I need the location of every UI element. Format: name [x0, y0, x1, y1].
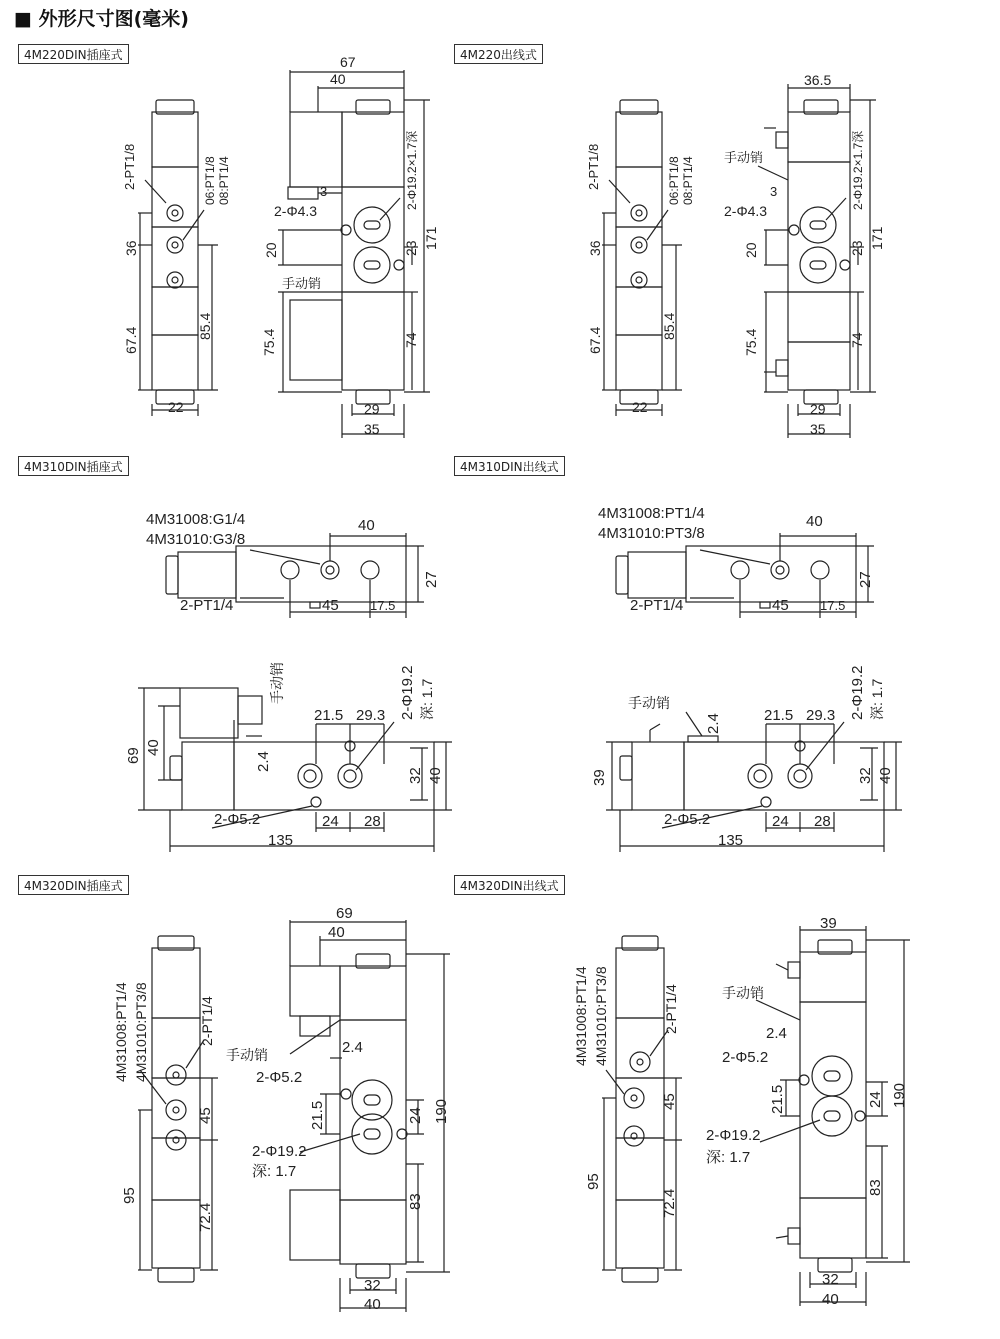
- section-label-4m320din-socket: 4M320DIN插座式: [18, 875, 129, 895]
- dim-17-5: 17.5: [370, 598, 396, 613]
- dim-40-body: 40: [427, 767, 444, 784]
- label-2-phi-19-2: 2-Φ19.2: [252, 1143, 307, 1160]
- label-depth-1-7: 深: 1.7: [419, 678, 435, 720]
- dim-36-5: 36.5: [804, 72, 832, 88]
- label-4m31008-g1-4: 4M31008:G1/4: [146, 511, 246, 528]
- section-label-4m320din-lead: 4M320DIN出线式: [454, 875, 565, 895]
- dim-39: 39: [591, 769, 608, 786]
- label-2-phi-4-3: 2-Φ4.3: [724, 203, 768, 219]
- label-depth-1-7: 深: 1.7: [869, 678, 885, 720]
- dim-27: 27: [423, 571, 440, 588]
- dim-135: 135: [718, 832, 744, 849]
- dim-40-body: 40: [822, 1291, 839, 1308]
- dim-45: 45: [661, 1093, 678, 1110]
- label-2-phi-19-2: 2-Φ19.2: [399, 665, 416, 720]
- label-manual-pin: 手动销: [724, 150, 764, 165]
- dim-75-4: 75.4: [261, 328, 277, 356]
- section-label-4m310din-socket: 4M310DIN插座式: [18, 456, 129, 476]
- front-view: [138, 100, 218, 416]
- dim-17-5: 17.5: [820, 598, 846, 613]
- drawing-4m310din-lead: [591, 505, 902, 852]
- dim-20: 20: [743, 242, 759, 258]
- dim-32: 32: [364, 1277, 381, 1294]
- dim-40-body: 40: [877, 767, 894, 784]
- dim-190: 190: [891, 1082, 908, 1108]
- dim-23: 23: [403, 240, 419, 256]
- dim-67: 67: [340, 54, 356, 70]
- dim-83: 83: [867, 1179, 884, 1196]
- dim-32: 32: [822, 1271, 839, 1288]
- dim-40: 40: [330, 71, 346, 87]
- dim-2-4: 2.4: [766, 1025, 787, 1042]
- label-06-pt1-8: 06:PT1/8: [203, 156, 217, 205]
- drawing-4m320din-lead: [573, 915, 910, 1308]
- front-view: [602, 100, 682, 416]
- label-2-phi-19-2: 2-Φ19.2×1.7深: [405, 130, 419, 210]
- label-2-phi-5-2: 2-Φ5.2: [664, 811, 711, 828]
- dim-40: 40: [328, 924, 345, 941]
- dim-29: 29: [810, 401, 826, 417]
- dim-40-coil: 40: [145, 739, 162, 756]
- dim-2-4: 2.4: [255, 751, 272, 772]
- label-08-pt1-4: 08:PT1/4: [681, 156, 695, 205]
- dim-85-4: 85.4: [197, 312, 213, 340]
- dim-40: 40: [358, 517, 375, 534]
- label-2-phi-5-2: 2-Φ5.2: [722, 1049, 769, 1066]
- drawing-4m220din-socket: [122, 54, 439, 438]
- label-2-pt1-8: 2-PT1/8: [122, 143, 137, 190]
- dim-72-4: 72.4: [197, 1202, 214, 1232]
- label-2-phi-4-3: 2-Φ4.3: [274, 203, 318, 219]
- label-2-pt1-8: 2-PT1/8: [586, 143, 601, 190]
- label-4m31010-pt3-8: 4M31010:PT3/8: [593, 966, 609, 1066]
- dim-45: 45: [322, 597, 339, 614]
- label-2-pt1-4: 2-PT1/4: [180, 597, 234, 614]
- section-label-4m220-lead: 4M220出线式: [454, 44, 543, 64]
- dim-95: 95: [121, 1187, 138, 1204]
- dim-40: 40: [806, 513, 823, 530]
- dim-74: 74: [849, 332, 865, 348]
- label-2-pt1-4: 2-PT1/4: [630, 597, 684, 614]
- label-2-phi-19-2: 2-Φ19.2×1.7深: [851, 130, 865, 210]
- dim-72-4: 72.4: [661, 1188, 678, 1218]
- label-manual-pin: 手动销: [628, 695, 670, 711]
- dim-69: 69: [336, 905, 353, 922]
- dim-21-5: 21.5: [309, 1100, 326, 1130]
- dim-36: 36: [123, 240, 139, 256]
- dim-3: 3: [770, 184, 778, 199]
- section-label-4m310din-lead: 4M310DIN出线式: [454, 456, 565, 476]
- side-view: [756, 926, 910, 1306]
- dim-24: 24: [407, 1107, 424, 1124]
- dim-45: 45: [197, 1107, 214, 1124]
- label-depth-1-7: 深: 1.7: [252, 1163, 297, 1180]
- dim-95: 95: [585, 1173, 602, 1190]
- label-4m31010-pt3-8: 4M31010:PT3/8: [598, 525, 705, 542]
- dim-135: 135: [268, 832, 294, 849]
- dim-35: 35: [364, 421, 380, 437]
- label-4m31010-g3-8: 4M31010:G3/8: [146, 531, 246, 548]
- dim-85-4: 85.4: [661, 312, 677, 340]
- dim-2-4: 2.4: [342, 1039, 363, 1056]
- label-2-pt1-4: 2-PT1/4: [663, 984, 679, 1034]
- dim-39: 39: [820, 915, 837, 932]
- dim-40-body: 40: [364, 1296, 381, 1313]
- dim-3: 3: [320, 184, 328, 199]
- drawing-4m320din-socket: [113, 905, 450, 1313]
- dim-20: 20: [263, 242, 279, 258]
- drawing-4m220-lead: [586, 72, 885, 438]
- dim-67-4: 67.4: [587, 326, 603, 354]
- label-4m31008-pt1-4: 4M31008:PT1/4: [598, 505, 705, 522]
- dim-67-4: 67.4: [123, 326, 139, 354]
- dim-27: 27: [857, 571, 874, 588]
- dim-35: 35: [810, 421, 826, 437]
- dim-21-5: 21.5: [764, 707, 794, 724]
- label-2-phi-5-2: 2-Φ5.2: [214, 811, 261, 828]
- label-2-phi-5-2: 2-Φ5.2: [256, 1069, 303, 1086]
- label-2-pt1-4: 2-PT1/4: [199, 996, 215, 1046]
- dim-21-5: 21.5: [769, 1084, 786, 1114]
- dim-75-4: 75.4: [743, 328, 759, 356]
- label-08-pt1-4: 08:PT1/4: [217, 156, 231, 205]
- dim-32: 32: [857, 767, 874, 784]
- label-4m31008-pt1-4: 4M31008:PT1/4: [113, 982, 129, 1082]
- label-manual-pin: 手动销: [722, 985, 764, 1001]
- dim-2-4: 2.4: [705, 713, 722, 734]
- dim-23: 23: [849, 240, 865, 256]
- dim-28: 28: [814, 813, 831, 830]
- dim-29: 29: [364, 401, 380, 417]
- label-2-phi-19-2: 2-Φ19.2: [706, 1127, 761, 1144]
- dim-24: 24: [867, 1091, 884, 1108]
- dim-29-3: 29.3: [806, 707, 836, 724]
- label-06-pt1-8: 06:PT1/8: [667, 156, 681, 205]
- label-4m31010-pt3-8: 4M31010:PT3/8: [133, 982, 149, 1082]
- label-4m31008-pt1-4: 4M31008:PT1/4: [573, 966, 589, 1066]
- section-label-4m220din-socket: 4M220DIN插座式: [18, 44, 129, 64]
- dim-22: 22: [168, 399, 184, 415]
- dim-171: 171: [869, 226, 885, 250]
- label-depth-1-7: 深: 1.7: [706, 1149, 751, 1166]
- dim-24: 24: [322, 813, 339, 830]
- label-manual-pin: 手动销: [282, 276, 322, 291]
- dim-45: 45: [772, 597, 789, 614]
- dim-28: 28: [364, 813, 381, 830]
- dim-24: 24: [772, 813, 789, 830]
- dim-21-5: 21.5: [314, 707, 344, 724]
- page-title: ■ 外形尺寸图(毫米): [14, 8, 189, 30]
- dim-36: 36: [587, 240, 603, 256]
- dim-32: 32: [407, 767, 424, 784]
- dim-74: 74: [403, 332, 419, 348]
- label-manual-pin: 手动销: [226, 1047, 268, 1063]
- label-manual-pin: 手动销: [269, 662, 285, 704]
- dim-29-3: 29.3: [356, 707, 386, 724]
- dim-171: 171: [423, 226, 439, 250]
- dim-22: 22: [632, 399, 648, 415]
- dim-69: 69: [125, 747, 142, 764]
- drawing-4m310din-socket: [125, 511, 452, 852]
- dim-190: 190: [433, 1098, 450, 1124]
- label-2-phi-19-2: 2-Φ19.2: [849, 665, 866, 720]
- dim-83: 83: [407, 1193, 424, 1210]
